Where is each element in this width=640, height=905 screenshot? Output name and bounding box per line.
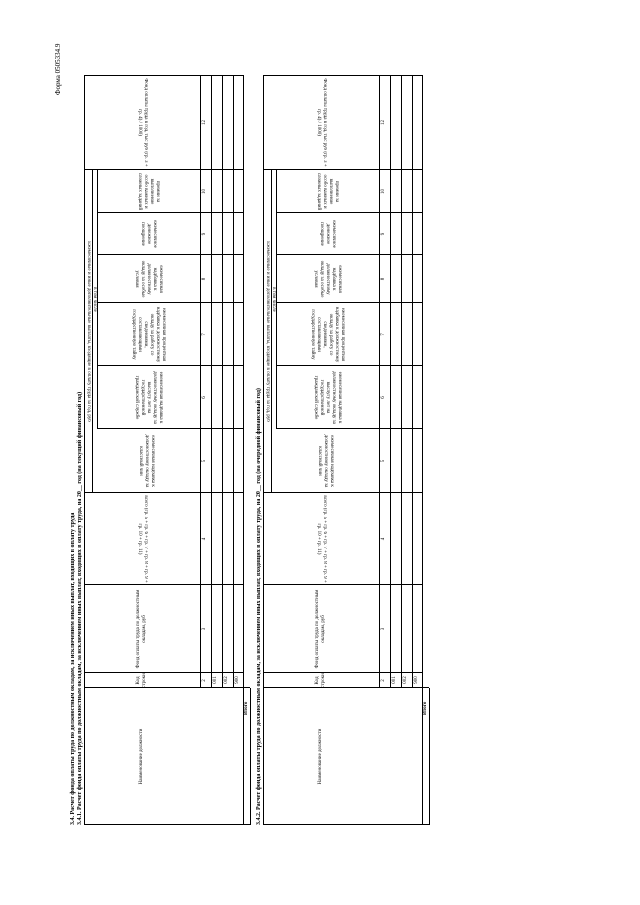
t1-h-official-salary: Фонд оплаты труда по должностным окладам, руб (136, 589, 147, 669)
form-code: Форма 0505334.9 (54, 43, 62, 95)
t1-colnum-7: 7 (202, 333, 207, 336)
t1-row-900: 900 (235, 676, 240, 684)
t1-h-total: всего (гр. 5 + гр. 6 + гр. 7 + гр. 8 + гр. 9 + гр. 10 + гр. 11) (137, 495, 148, 583)
t1-colnum-5: 5 (202, 459, 207, 463)
table2-title: 3.4.2. Расчет фонда оплаты труда по должностным окладам, за исключением иных выплат, входящих в оплату труда, на 20__ год (на очередной финансовый год) (256, 388, 262, 825)
t1-row-001: 001 (213, 676, 218, 684)
t2-h-c6: ежемесячная надбавка к должностному окладу за выслугу лет на государственной гражданской службе (313, 371, 343, 424)
t2-row-900: 900 (414, 676, 419, 684)
t1-row-002: 002 (224, 676, 229, 684)
t1-colnum-10: 10 (202, 189, 207, 194)
t1-h-c8: ежемесячная надбавка к должностному окладу за особые условия (134, 260, 164, 298)
t2-h-c5: ежемесячная надбавка к должностному окладу за классный чин (317, 434, 334, 488)
t1-colnum-2: 2 (202, 679, 207, 682)
t1-h-c5: ежемесячная надбавка к должностному окладу за классный чин (138, 434, 155, 488)
t2-colnum-5: 5 (381, 459, 386, 463)
t2-h-code: Код строки (315, 673, 326, 688)
t2-h-c8: ежемесячная надбавка к должностному окладу за особые условия (313, 260, 343, 298)
t2-colnum-4: 4 (381, 537, 386, 541)
t2-h-incl: в том числе (271, 287, 277, 312)
section-title-3-4: 3.4. Расчет фонда оплаты труда по должностным окладам, за исключением иных выплат, входящих в оплату труда (70, 512, 76, 825)
t1-colnum-6: 6 (202, 396, 207, 399)
t2-h-position: Наименование должности (318, 728, 323, 785)
t2-colnum-3: 3 (381, 627, 386, 631)
t2-colnum-10: 10 (381, 189, 386, 194)
t2-row-001: 001 (392, 676, 397, 684)
t1-h-c10: премии за выполнение особо важных и сложных заданий (137, 172, 161, 211)
t1-colnum-8: 8 (202, 277, 207, 281)
t2-h-total: всего (гр. 5 + гр. 6 + гр. 7 + гр. 8 + гр. 9 + гр. 10 + гр. 11) (316, 495, 327, 583)
t2-colnum-12: 12 (381, 120, 386, 125)
t1-h-c6: ежемесячная надбавка к должностному окладу за выслугу лет на государственной гражданской службе (134, 371, 164, 424)
t1-colnum-9: 9 (202, 232, 207, 236)
t2-h-c12: Фонд оплаты труда в год, тыс руб (гр. 3 + гр. 4) / 1000) (316, 78, 327, 167)
t1-h-c12: Фонд оплаты труда в год, тыс руб (гр. 3 + гр. 4) / 1000) (137, 78, 148, 167)
t1-h-group: Ежемесячные и иные дополнительные выплаты, входящие в оплату труда за год, руб (86, 241, 91, 422)
t2-itogo-label: Итого (423, 701, 428, 715)
t1-h-c9: ежемесячное денежное поощрение (140, 220, 158, 248)
t1-h-position: Наименование должности (139, 728, 144, 785)
t2-colnum-8: 8 (381, 277, 386, 281)
t1-colnum-12: 12 (202, 120, 207, 125)
t2-row-002: 002 (403, 676, 408, 684)
t2-colnum-7: 7 (381, 333, 386, 336)
t2-h-c7: ежемесячная процентная надбавка к должностному окладу за работу со сведениями, составляющими государственную тайну (310, 306, 346, 363)
t2-colnum-6: 6 (381, 396, 386, 399)
t1-colnum-4: 4 (202, 537, 207, 541)
t2-colnum-2: 2 (381, 679, 386, 682)
t1-h-code: Код строки (136, 673, 147, 688)
t1-h-c7: ежемесячная процентная надбавка к должностному окладу за работу со сведениями, составляющими государственную тайну (131, 306, 167, 363)
t2-h-c9: ежемесячное денежное поощрение (319, 220, 337, 248)
t2-h-group: Ежемесячные и иные дополнительные выплаты, входящие в оплату труда за год, руб (265, 241, 270, 422)
t2-h-official-salary: Фонд оплаты труда по должностным окладам, руб (315, 589, 326, 669)
t2-colnum-9: 9 (381, 232, 386, 236)
t1-itogo-label: Итого (244, 701, 249, 715)
t2-h-c10: премии за выполнение особо важных и сложных заданий (316, 172, 340, 211)
t1-colnum-3: 3 (202, 627, 207, 631)
table1-title: 3.4.1. Расчет фонда оплаты труда по должностным окладам, за исключением иных выплат, входящих в оплату труда, на 20__ год (на текущий финансовый год) (77, 391, 83, 825)
t1-h-incl: в том числе (92, 287, 98, 312)
